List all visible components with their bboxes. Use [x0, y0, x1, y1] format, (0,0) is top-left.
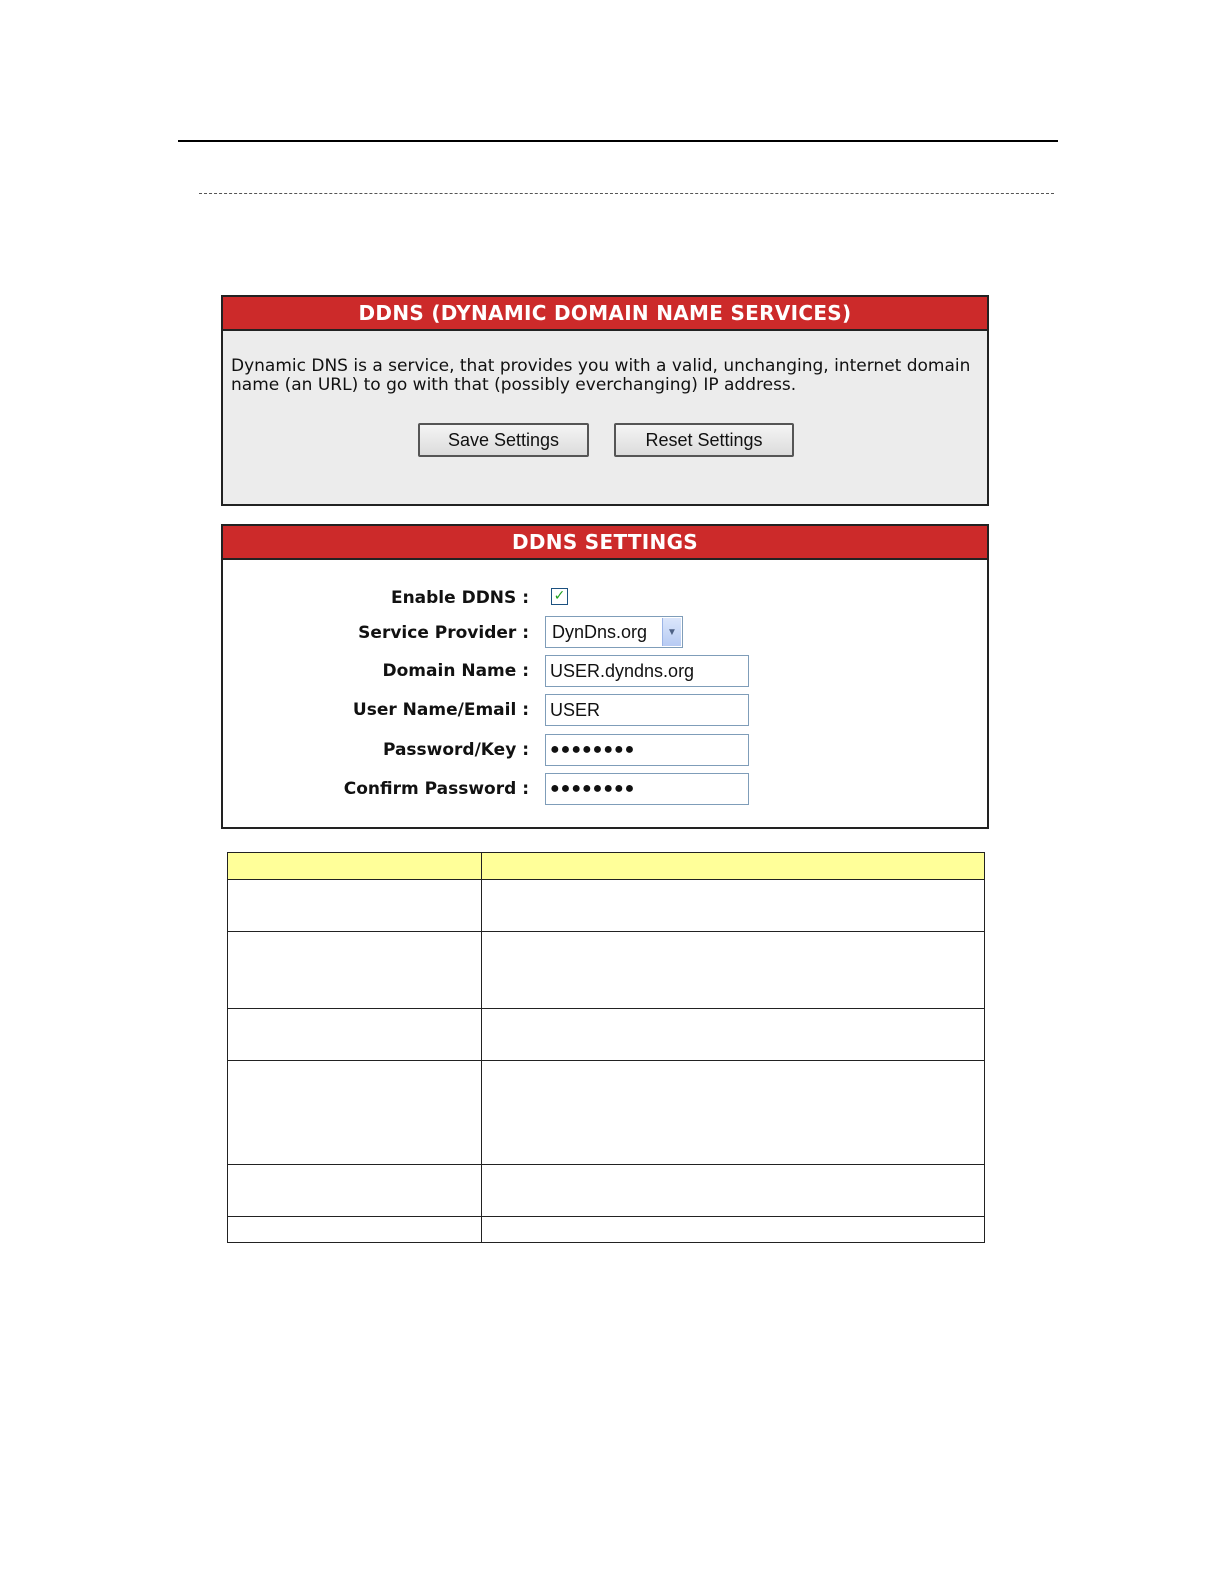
ddns-settings-title: DDNS SETTINGS — [223, 526, 987, 560]
service-provider-select[interactable] — [545, 616, 683, 648]
table-header-cell — [482, 853, 985, 880]
save-settings-button[interactable]: Save Settings — [418, 423, 589, 457]
enable-ddns-label: Enable DDNS : — [390, 588, 529, 608]
service-provider-value: DynDns.org — [552, 621, 648, 642]
user-name-label: User Name/Email : — [352, 700, 529, 720]
ddns-settings-panel — [221, 524, 989, 829]
table-cell — [228, 1217, 482, 1243]
table-row — [228, 1217, 985, 1243]
table-row — [228, 1061, 985, 1165]
user-name-input[interactable]: USER — [545, 694, 749, 726]
domain-name-label: Domain Name : — [382, 661, 529, 681]
service-provider-label: Service Provider : — [358, 623, 529, 643]
dashed-rule — [199, 193, 1054, 194]
table-cell — [228, 1061, 482, 1165]
table-cell — [482, 880, 985, 932]
reset-settings-button[interactable]: Reset Settings — [614, 423, 794, 457]
table-cell — [228, 1009, 482, 1061]
ddns-panel — [221, 295, 989, 506]
description-table — [227, 852, 985, 1243]
confirm-password-row — [223, 772, 987, 806]
ddns-panel-title: DDNS (DYNAMIC DOMAIN NAME SERVICES) — [223, 297, 987, 331]
table-row — [228, 932, 985, 1009]
chevron-down-icon[interactable]: ▼ — [662, 618, 681, 646]
enable-ddns-row — [223, 581, 987, 615]
password-row — [223, 733, 987, 767]
domain-name-input[interactable]: USER.dyndns.org — [545, 655, 749, 687]
table-row — [228, 880, 985, 932]
confirm-password-input[interactable]: ●●●●●●●● — [545, 773, 749, 805]
ddns-description: Dynamic DNS is a service, that provides you with a valid, unchanging, internet domain name (an URL) to go with that (possibly everchanging) IP address. — [231, 356, 971, 395]
domain-name-row — [223, 654, 987, 688]
table-cell — [482, 1009, 985, 1061]
table-cell — [228, 880, 482, 932]
user-name-row — [223, 693, 987, 727]
table-cell — [482, 1165, 985, 1217]
service-provider-row — [223, 616, 987, 650]
password-input[interactable]: ●●●●●●●● — [545, 734, 749, 766]
table-cell — [482, 932, 985, 1009]
table-row — [228, 1165, 985, 1217]
table-cell — [228, 932, 482, 1009]
enable-ddns-checkbox[interactable]: ✓ — [551, 588, 568, 605]
table-cell — [482, 1217, 985, 1243]
table-row — [228, 1009, 985, 1061]
table-cell — [482, 1061, 985, 1165]
table-header-row — [228, 853, 985, 880]
table-header-cell — [228, 853, 482, 880]
top-rule — [178, 140, 1058, 142]
table-cell — [228, 1165, 482, 1217]
password-label: Password/Key : — [382, 740, 529, 760]
confirm-password-label: Confirm Password : — [343, 779, 529, 799]
